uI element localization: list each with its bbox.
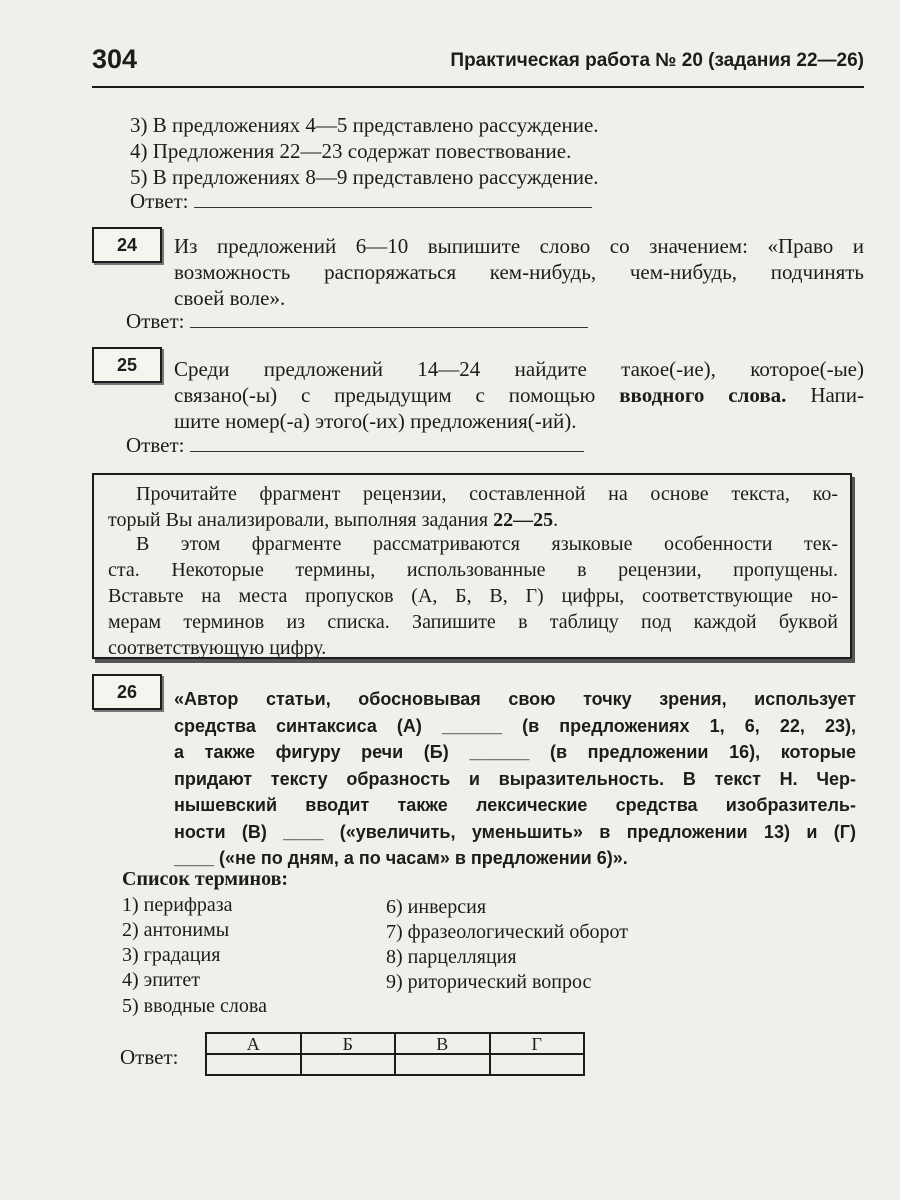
answer-label: Ответ: <box>126 309 185 333</box>
q24-answer <box>126 308 588 334</box>
text-line: «Автор статьи, обосновывая свою точку зрения, использует <box>174 689 856 709</box>
term-item: 8) парцелляция <box>386 946 517 968</box>
text-line: возможность распоряжаться кем-нибудь, чем-нибудь, подчинять <box>174 260 864 284</box>
text-line: ____ («не по дням, а по часам» в предложении 6)». <box>174 848 628 868</box>
text-line: Из предложений 6—10 выпишите слово со значением: «Право и <box>174 234 864 258</box>
instruction-box <box>92 473 852 659</box>
answer-table <box>205 1032 585 1076</box>
term-item: 2) антонимы <box>122 919 230 941</box>
answer-blank[interactable] <box>190 309 588 328</box>
column-a-header: А <box>206 1033 301 1054</box>
column-v-header: В <box>395 1033 490 1054</box>
answer-table-input-row <box>206 1054 584 1075</box>
instruction-paragraph-1 <box>108 481 838 533</box>
term-item: 6) инверсия <box>386 896 487 918</box>
text-line: нышевский вводит также лексические средства изобразитель- <box>174 795 856 815</box>
bold-term: вводного слова. <box>619 383 787 407</box>
running-title: Практическая работа № 20 (задания 22—26) <box>450 50 864 71</box>
bold-range: 22—25 <box>493 509 554 531</box>
text-span: торый Вы анализировали, выполняя задания <box>108 509 494 531</box>
task-number-box: 26 <box>92 674 162 710</box>
answer-cell-v[interactable] <box>395 1054 490 1075</box>
header-divider <box>92 86 864 88</box>
term-item: 7) фразеологический оборот <box>386 921 628 943</box>
text-line: средства синтаксиса (А) ______ (в предложениях 1, 6, 22, 23), <box>174 715 856 736</box>
answer-table-header <box>206 1033 584 1054</box>
q23-answer <box>130 188 592 214</box>
page-header <box>92 44 864 84</box>
q23-option-4: 4) Предложения 22—23 содержат повествование. <box>130 139 572 163</box>
text-span: связано(-ы) с предыдущим с помощью <box>174 383 620 407</box>
text-line: ста. Некоторые термины, использованные в рецензии, пропущены. <box>108 559 838 581</box>
text-line: а также фигуру речи (Б) ______ (в предложении 16), которые <box>174 742 856 762</box>
terms-heading: Список терминов: <box>122 868 289 890</box>
text-line: В этом фрагменте рассматриваются языковые особенности тек- <box>136 533 838 555</box>
text-span: . <box>553 509 559 531</box>
text-line <box>174 382 864 408</box>
text-line: Среди предложений 14—24 найдите такое(-ие), которое(-ые) <box>174 357 864 381</box>
answer-table-label: Ответ: <box>120 1045 179 1069</box>
text-line: шите номер(-а) этого(-их) предложения(-ий). <box>174 409 577 433</box>
term-item: 5) вводные слова <box>122 995 267 1017</box>
instruction-paragraph-2 <box>108 531 838 661</box>
task-number-box: 24 <box>92 227 162 263</box>
q24-text <box>174 233 864 311</box>
column-g-header: Г <box>490 1033 585 1054</box>
answer-blank[interactable] <box>190 433 584 452</box>
text-line: Прочитайте фрагмент рецензии, составленной на основе текста, ко- <box>136 483 838 505</box>
text-line: соответствующую цифру. <box>108 637 327 659</box>
answer-label: Ответ: <box>126 433 185 457</box>
q23-option-5: 5) В предложениях 8—9 представлено рассуждение. <box>130 165 599 189</box>
text-span: Напи- <box>786 383 864 407</box>
text-line <box>108 507 838 533</box>
q25-answer <box>126 432 584 458</box>
term-item: 1) перифраза <box>122 894 233 916</box>
q26-text <box>174 686 856 872</box>
page-number: 304 <box>92 44 138 74</box>
text-line: придают тексту образность и выразительность. В текст Н. Чер- <box>174 768 856 789</box>
q25-text <box>174 356 864 434</box>
answer-cell-a[interactable] <box>206 1054 301 1075</box>
text-line: Вставьте на места пропусков (А, Б, В, Г) цифры, соответствующие но- <box>108 585 838 607</box>
term-item: 3) градация <box>122 944 221 966</box>
answer-label: Ответ: <box>130 189 189 213</box>
q23-option-3: 3) В предложениях 4—5 представлено рассуждение. <box>130 113 599 137</box>
text-line: мерам терминов из списка. Запишите в таблицу под каждой буквой <box>108 611 838 633</box>
text-line: ности (В) ____ («увеличить, уменьшить» в предложении 13) и (Г) <box>174 821 856 842</box>
term-item: 4) эпитет <box>122 969 201 991</box>
text-line: своей воле». <box>174 286 286 310</box>
answer-cell-b[interactable] <box>301 1054 395 1075</box>
task-number-box: 25 <box>92 347 162 383</box>
answer-blank[interactable] <box>194 189 592 208</box>
term-item: 9) риторический вопрос <box>386 971 592 993</box>
answer-cell-g[interactable] <box>490 1054 585 1075</box>
column-b-header: Б <box>301 1033 395 1054</box>
